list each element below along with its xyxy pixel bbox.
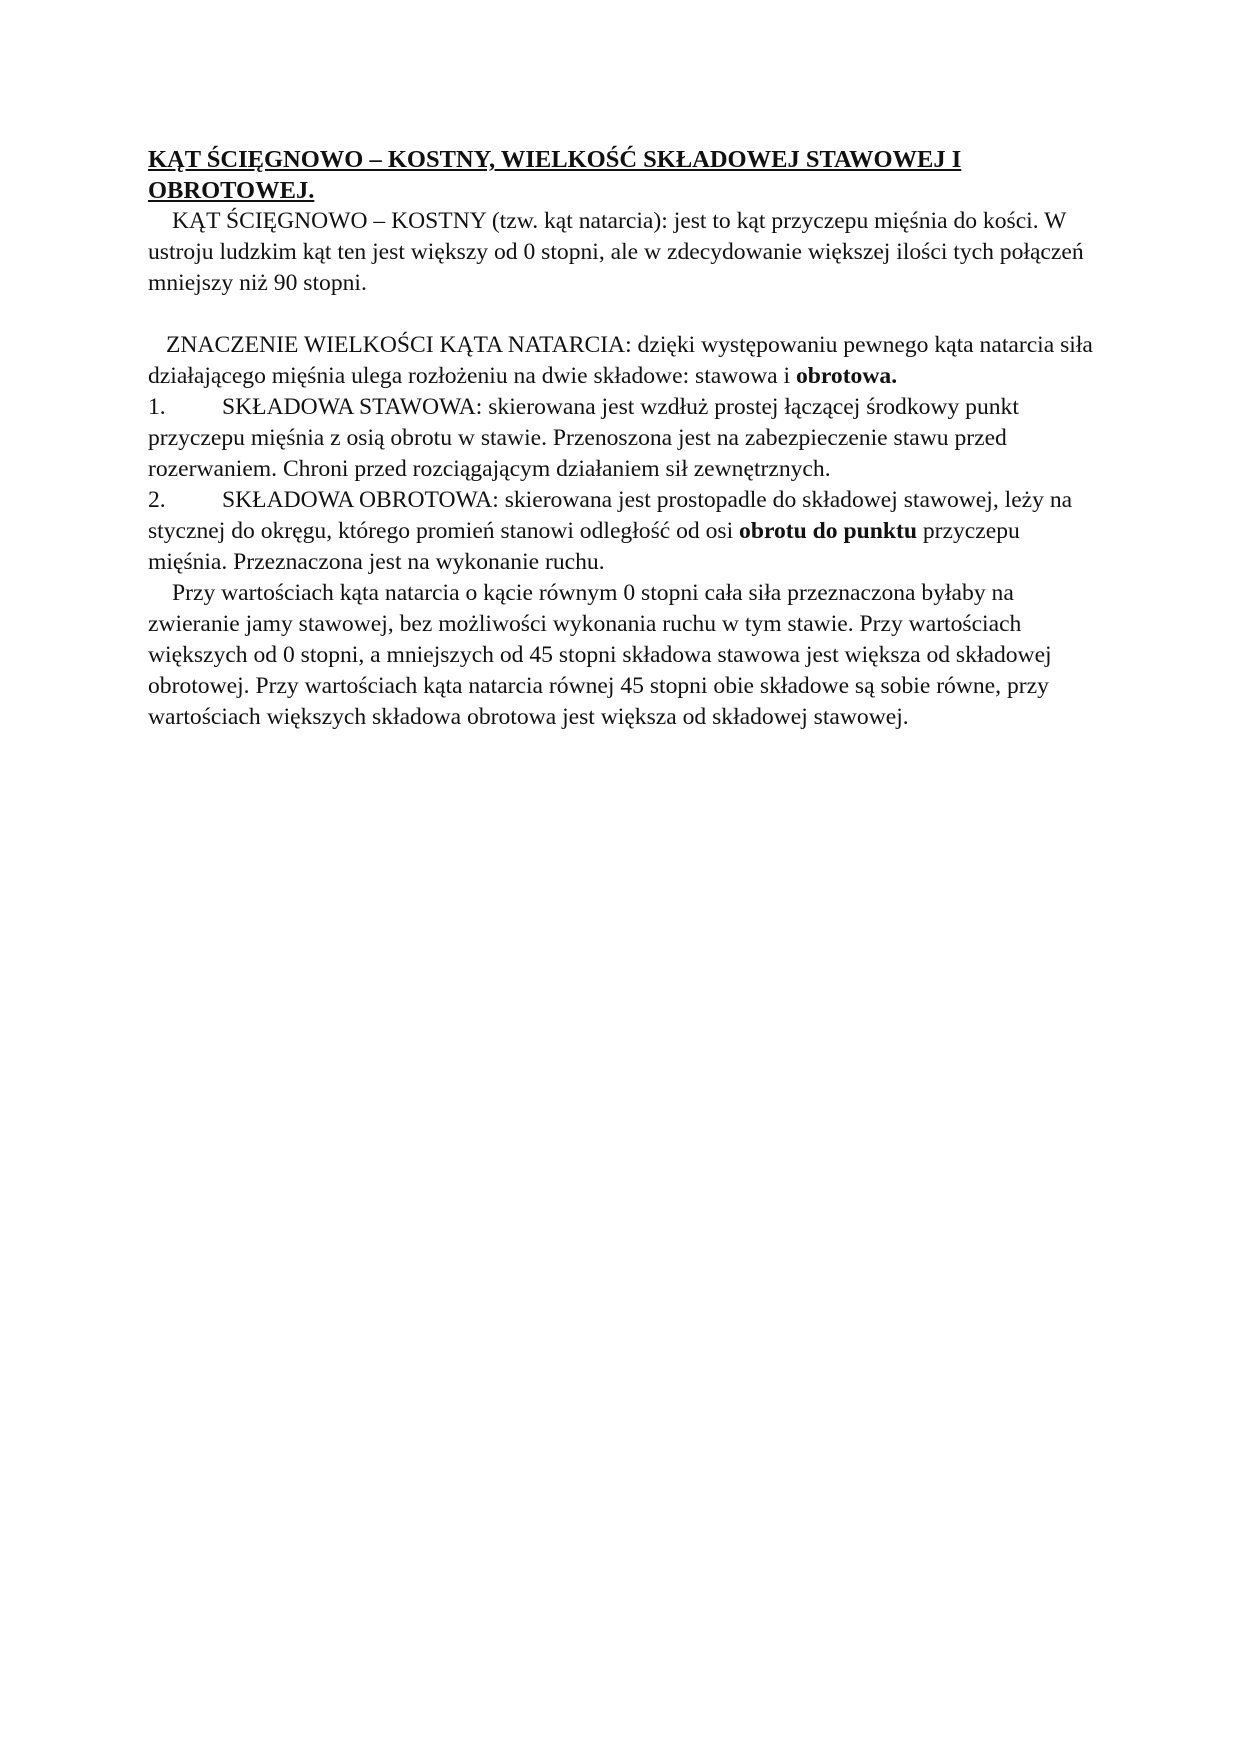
document-title: KĄT ŚCIĘGNOWO – KOSTNY, WIELKOŚĆ SKŁADOWEJ STAWOWEJ I OBROTOWEJ. [148,146,962,204]
paragraph-definition: KĄT ŚCIĘGNOWO – KOSTNY (tzw. kąt natarcia): jest to kąt przyczepu mięśnia do kości. W ustroju ludzkim kąt ten jest większy od 0 stopni, ale w zdecydowanie większej ilości tych połączeń mniejszy niż 90 stopni. [148,208,1084,296]
significance-text: ZNACZENIE WIELKOŚCI KĄTA NATARCIA: dzięki występowaniu pewnego kąta natarcia siła działającego mięśnia ulega rozłożeniu na dwie składowe: stawowa i [148,332,1093,389]
list-item-stawowa [148,392,1093,485]
list-number: 2. [148,487,166,513]
list-item-bold: obrotu do punktu [739,518,917,544]
list-item-text: SKŁADOWA STAWOWA: skierowana jest wzdłuż prostej łączącej środkowy punkt przyczepu mięśnia z osią obrotu w stawie. Przenoszona jest na zabezpieczenie stawu przed rozerwaniem. Chroni przed rozciągającym działaniem sił zewnętrznych. [148,394,1019,482]
list-number: 1. [148,394,166,420]
significance-bold: obrotowa. [795,363,898,389]
list-item-obrotowa [148,485,1093,578]
document-page [148,144,1093,733]
list-item-text-continued: przyczepu mięśnia. Przeznaczona jest na wykonanie ruchu. [148,518,1020,575]
list-item-text: SKŁADOWA OBROTOWA: skierowana jest prostopadle do składowej stawowej, leży na stycznej do okręgu, którego promień stanowi odległość od osi [148,487,1073,544]
paragraph-angle-values: Przy wartościach kąta natarcia o kącie równym 0 stopni cała siła przeznaczona byłaby na zwieranie jamy stawowej, bez możliwości wykonania ruchu w tym stawie. Przy wartościach większych od 0 stopni, a mniejszych od 45 stopni składowa stawowa jest większa od składowej obrotowej. Przy wartościach kąta natarcia równej 45 stopni obie składowe są sobie równe, przy wartościach większych składowa obrotowa jest większa od składowej stawowej. [148,580,1052,730]
paragraph-significance [148,330,1093,392]
